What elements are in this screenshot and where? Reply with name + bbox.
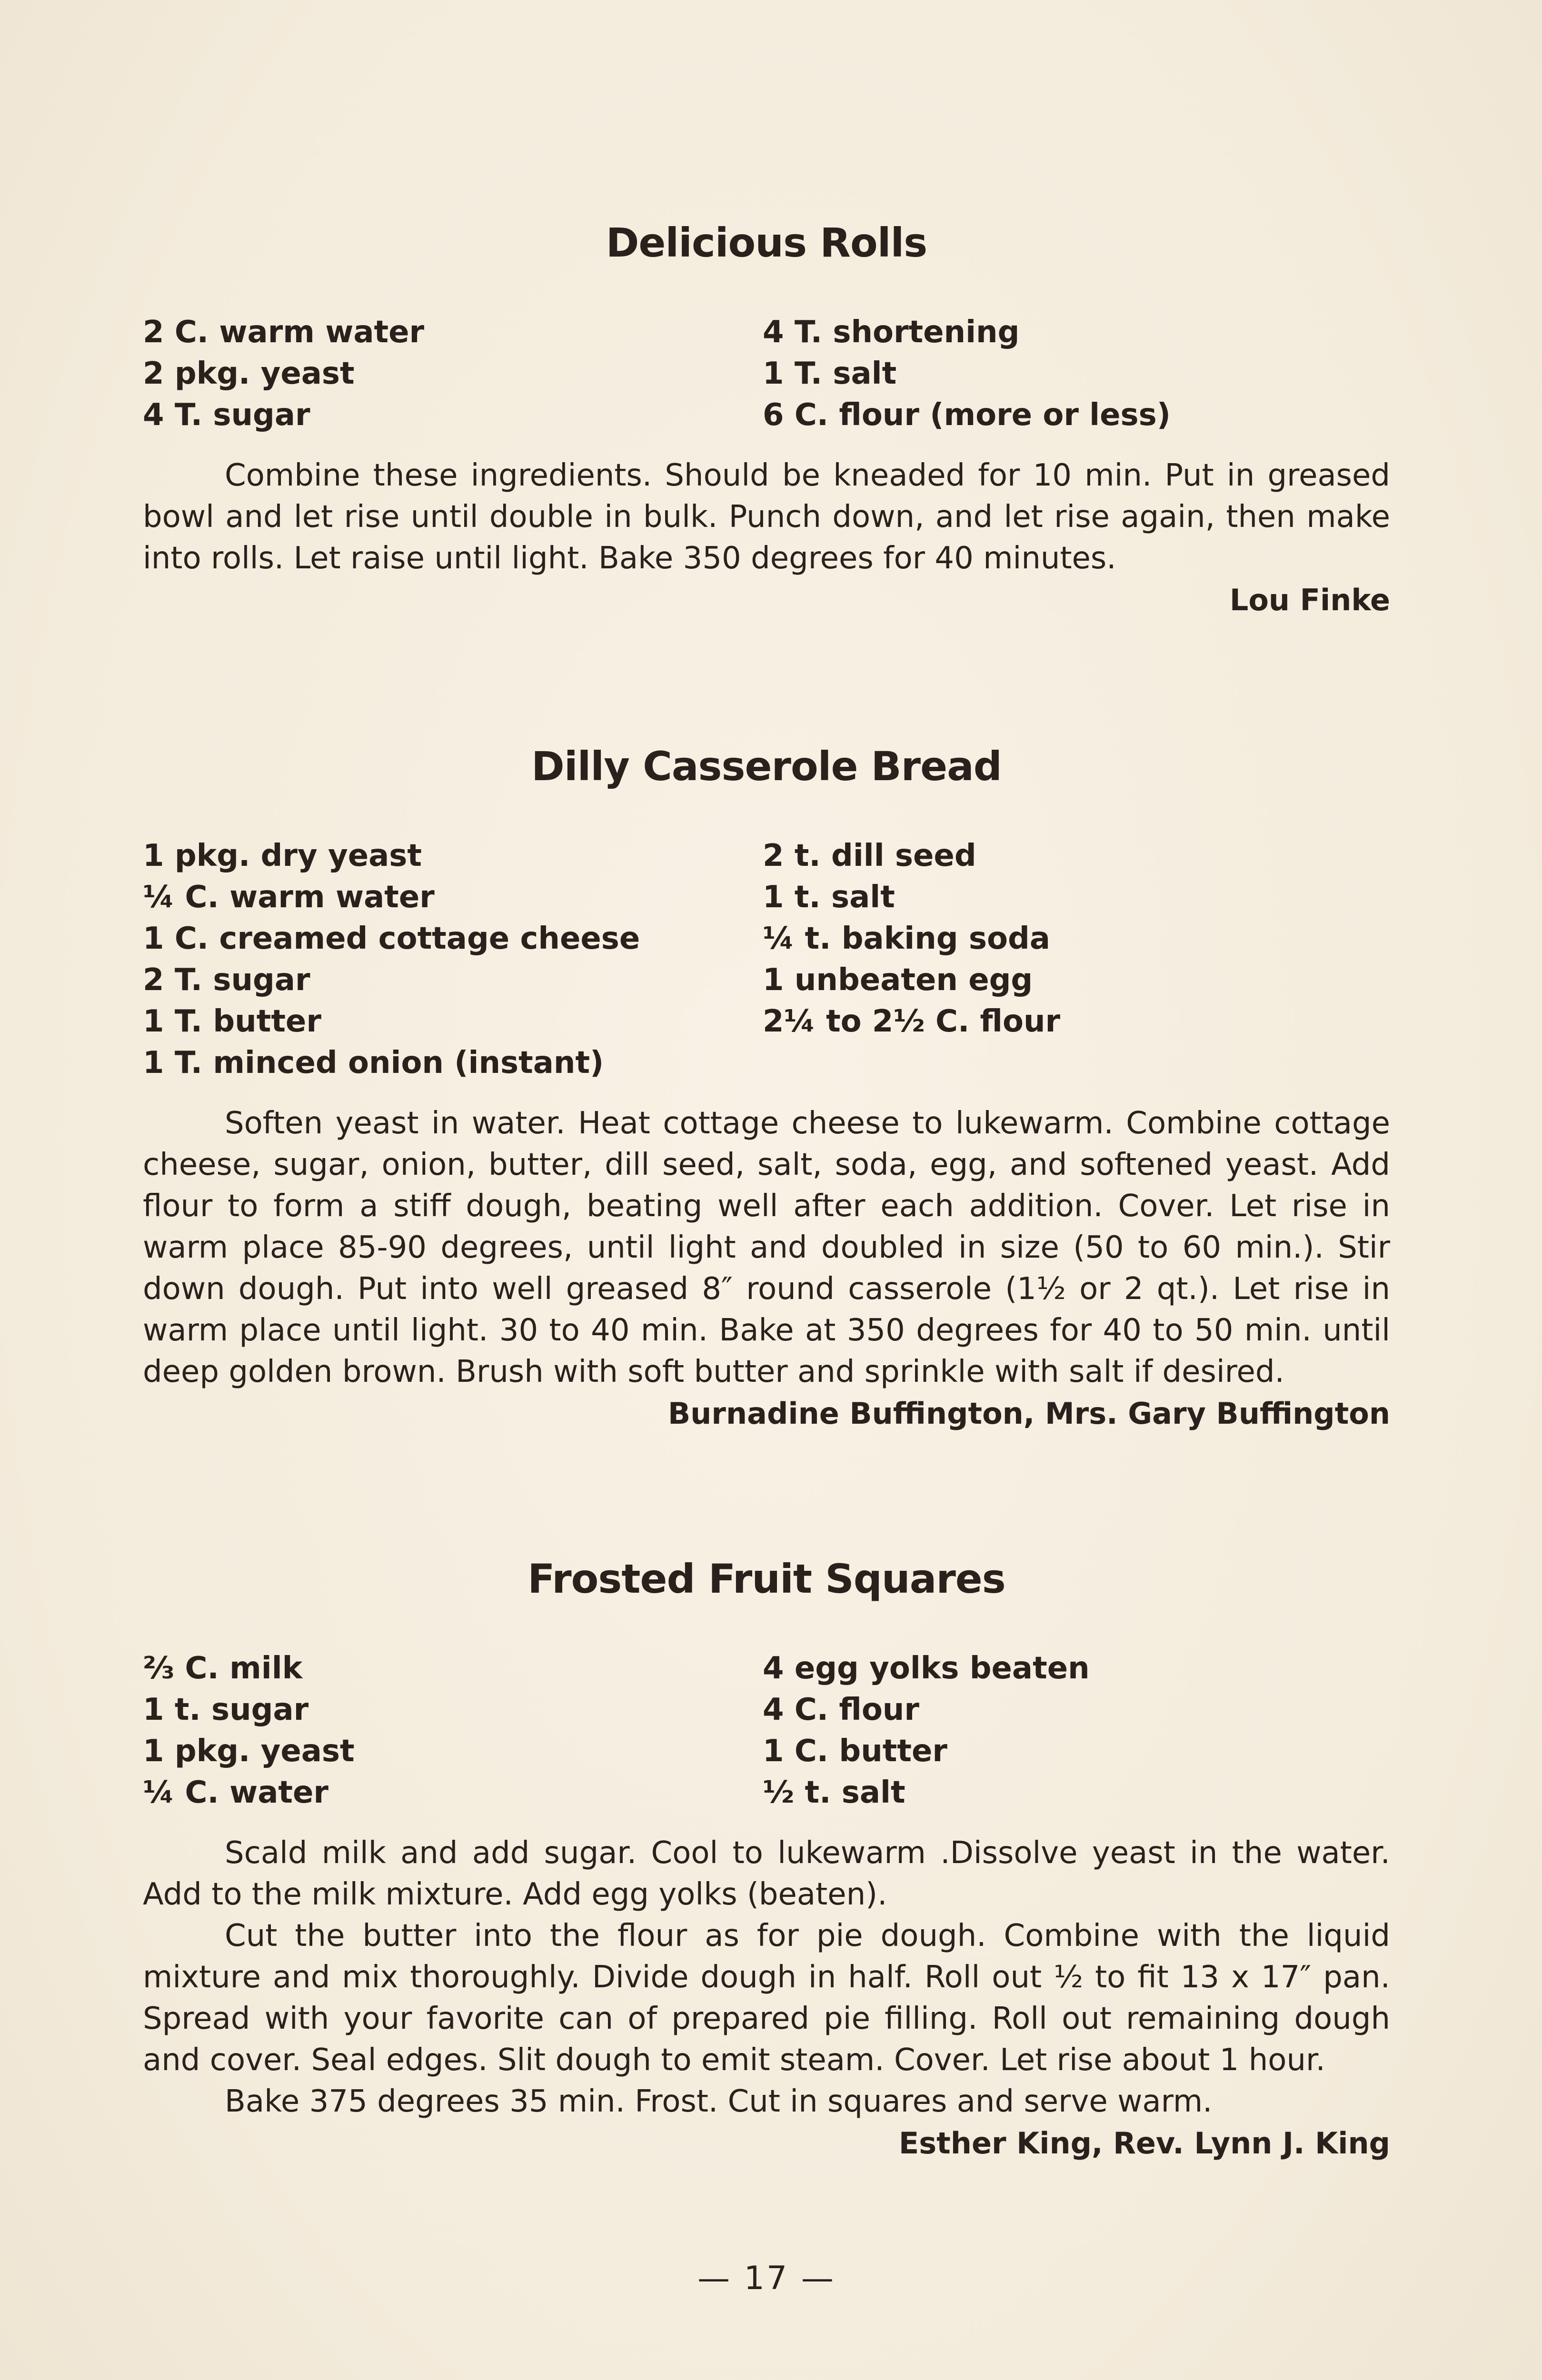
ingredient-column-right [763,312,1390,436]
ingredient-list [143,835,1390,1084]
instructions-paragraph: Scald milk and add sugar. Cool to lukewarm .Dissolve yeast in the water. Add to the milk mixture. Add egg yolks (beaten). [143,1835,1390,1912]
ingredient: 1 t. sugar [143,1692,309,1727]
cookbook-page [143,0,1390,2380]
ingredient-column-left [143,835,763,1084]
ingredient: 4 T. sugar [143,397,310,433]
ingredient: 1 t. salt [763,880,895,915]
ingredient: 1 T. salt [763,356,897,391]
recipe-attribution: Lou Finke [1229,583,1390,617]
ingredient-column-left [143,1648,763,1814]
ingredient: 4 C. flour [763,1692,919,1727]
ingredient-column-right [763,1648,1390,1814]
recipe-title: Dilly Casserole Bread [531,743,1002,790]
ingredient: 1 T. butter [143,1004,321,1039]
recipe-attribution: Esther King, Rev. Lynn J. King [898,2126,1390,2161]
ingredient: 1 C. creamed cottage cheese [143,921,640,956]
instructions-paragraph: Combine these ingredients. Should be kneaded for 10 min. Put in greased bowl and let rise until double in bulk. Punch down, and let rise again, then make into rolls. Let raise until light. Bake 350 degrees for 40 minutes. [143,458,1390,576]
ingredient: ¼ C. water [143,1775,328,1810]
ingredient: 2 t. dill seed [763,838,976,873]
ingredient-list [143,1648,1390,1814]
ingredient-column-right [763,835,1390,1084]
recipe-title: Delicious Rolls [606,219,927,266]
ingredient: 6 C. flour (more or less) [763,397,1171,433]
recipe-attribution: Burnadine Buffington, Mrs. Gary Buffington [668,1396,1390,1431]
ingredient-list [143,312,1390,436]
ingredient: ½ t. salt [763,1775,905,1810]
ingredient: 2 C. warm water [143,315,425,350]
ingredient: 1 pkg. yeast [143,1734,355,1769]
ingredient: 1 C. butter [763,1734,947,1769]
instructions-paragraph: Cut the butter into the flour as for pie dough. Combine with the liquid mixture and mix thoroughly. Divide dough in half. Roll out ½ to fit 13 x 17″ pan. Spread with your favorite can of prepared pie filling. Roll out remaining dough and cover. Seal edges. Slit dough to emit steam. Cover. Let rise about 1 hour. [143,1918,1390,2078]
recipe-frosted-fruit-squares [143,1553,1390,2164]
ingredient: 4 T. shortening [763,315,1020,350]
ingredient-column-left [143,312,763,436]
recipe-dilly-casserole-bread [143,740,1390,1434]
instructions-paragraph: Bake 375 degrees 35 min. Frost. Cut in squares and serve warm. [225,2084,1213,2119]
ingredient: ¼ C. warm water [143,880,435,915]
ingredient: 2 T. sugar [143,962,310,998]
ingredient: 2 pkg. yeast [143,356,355,391]
ingredient: 1 unbeaten egg [763,962,1033,998]
ingredient: ⅔ C. milk [143,1651,303,1686]
ingredient: 2¼ to 2½ C. flour [763,1004,1061,1039]
recipe-delicious-rolls [143,217,1390,621]
ingredient: 1 pkg. dry yeast [143,838,422,873]
ingredient: ¼ t. baking soda [763,921,1050,956]
recipe-title: Frosted Fruit Squares [527,1556,1005,1602]
instructions-paragraph: Soften yeast in water. Heat cottage cheese to lukewarm. Combine cottage cheese, sugar, onion, butter, dill seed, salt, soda, egg, and softened yeast. Add flour to form a stiff dough, beating well after each addition. Cover. Let rise in warm place 85-90 degrees, until light and doubled in size (50 to 60 min.). Stir down dough. Put into well greased 8″ round casserole (1½ or 2 qt.). Let rise in warm place until light. 30 to 40 min. Bake at 350 degrees for 40 to 50 min. until deep golden brown. Brush with soft butter and sprinkle with salt if desired. [143,1106,1390,1389]
ingredient: 1 T. minced onion (instant) [143,1045,604,1081]
page-number: — 17 — [697,2260,836,2297]
ingredient: 4 egg yolks beaten [763,1651,1090,1686]
